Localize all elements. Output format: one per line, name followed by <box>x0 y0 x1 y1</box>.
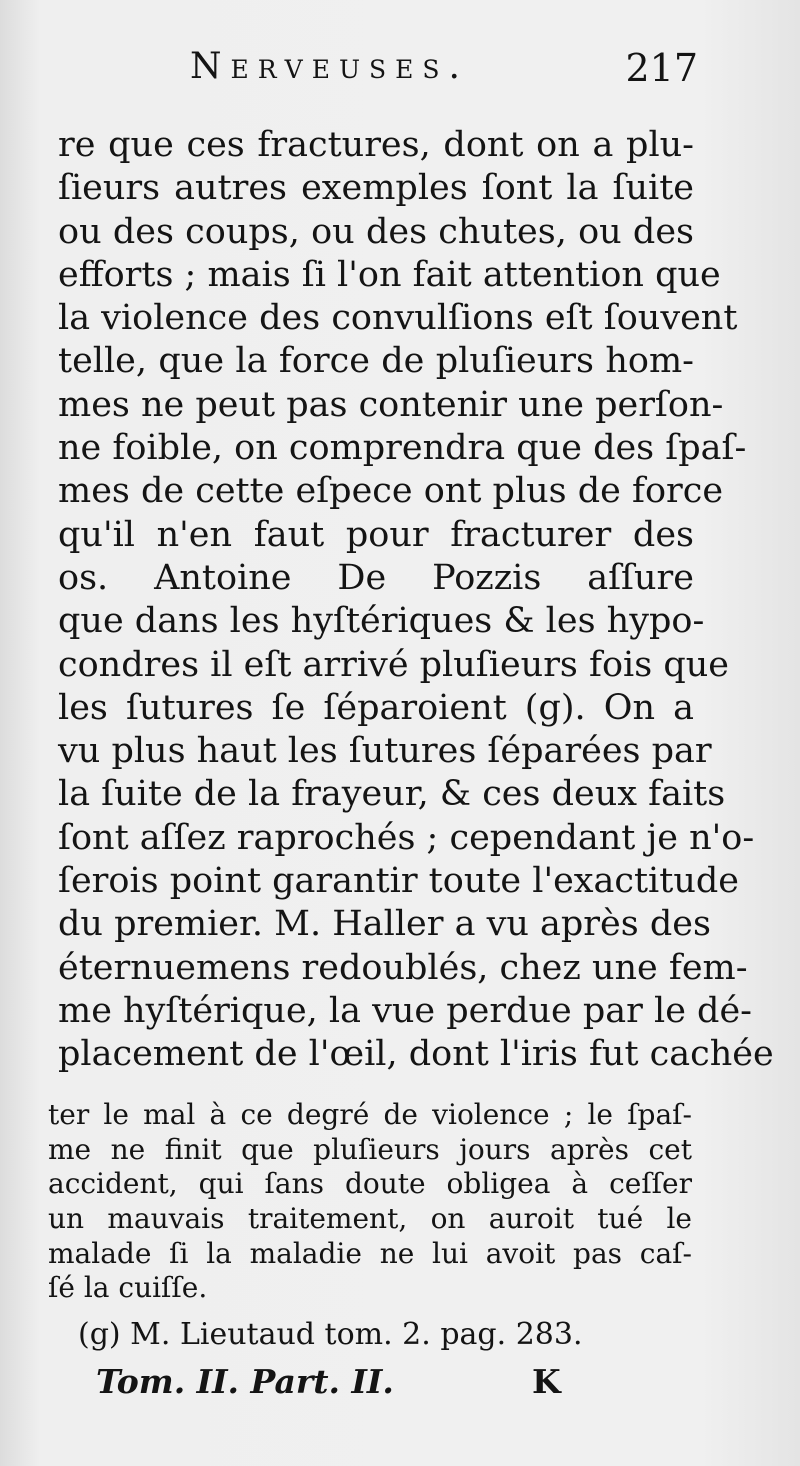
running-head: Nerveuses. <box>190 46 470 87</box>
text-line: les ſutures ſe ſéparoient (g). On a <box>58 687 694 728</box>
text-line: du premier. M. Haller a vu après des <box>58 904 711 945</box>
footnote-g: (g) M. Lieutaud tom. 2. pag. 283. <box>78 1317 583 1352</box>
text-line: la violence des convulſions eſt ſouvent <box>58 298 738 339</box>
signature-text: Tom. II. Part. II. <box>96 1362 394 1401</box>
text-line: qu'il n'en faut pour fracturer des <box>58 514 694 555</box>
signature-line <box>96 1362 696 1412</box>
text-line: condres il eſt arrivé pluſieurs fois que <box>58 644 729 685</box>
footnote-line: un mauvais traitement, on auroit tué le <box>48 1202 692 1236</box>
footnote-line: accident, qui ſans doute obligea à ceſſer <box>48 1167 692 1201</box>
text-line: ou des coups, ou des chutes, ou des <box>58 211 694 252</box>
text-line: mes de cette eſpece ont plus de force <box>58 471 724 512</box>
page-number: 217 <box>625 46 698 90</box>
text-line: la ſuite de la frayeur, & ces deux faits <box>58 774 726 815</box>
text-line: que dans les hyſtériques & les hypo- <box>58 601 705 642</box>
text-line: ſieurs autres exemples ſont la ſuite <box>58 168 694 209</box>
footnote-line: ter le mal à ce degré de violence ; le ſpaſ- <box>48 1098 692 1131</box>
text-line: ſerois point garantir toute l'exactitude <box>58 861 739 902</box>
text-line: telle, que la force de pluſieurs hom- <box>58 341 694 382</box>
text-line: ſont aſſez raprochés ; cependant je n'o- <box>58 817 755 858</box>
text-line: vu plus haut les ſutures ſéparées par <box>58 731 712 772</box>
text-line: ne foible, on comprendra que des ſpaſ- <box>58 428 747 469</box>
footnote-line: malade ſi la maladie ne lui avoit pas caſ- <box>48 1236 692 1270</box>
text-line: re que ces fractures, dont on a plu- <box>58 125 694 165</box>
text-line: placement de l'œil, dont l'iris fut cachée <box>58 1034 774 1075</box>
footnote-line: ſé la cuiſſe. <box>48 1271 208 1305</box>
page-header <box>60 42 700 102</box>
text-line: me hyſtérique, la vue perdue par le dé- <box>58 990 752 1031</box>
body-text <box>58 124 774 1077</box>
footnote-line: me ne finit que pluſieurs jours après cet <box>48 1132 692 1166</box>
text-line: mes ne peut pas contenir une perſon- <box>58 384 724 425</box>
text-line: éternuemens redoublés, chez une fem- <box>58 947 748 988</box>
text-line: os. Antoine De Pozzis aſſure <box>58 557 694 598</box>
text-line: efforts ; mais ſi l'on fait attention que <box>58 254 721 295</box>
footnote-continuation <box>48 1098 692 1306</box>
signature-mark: K <box>532 1362 561 1401</box>
